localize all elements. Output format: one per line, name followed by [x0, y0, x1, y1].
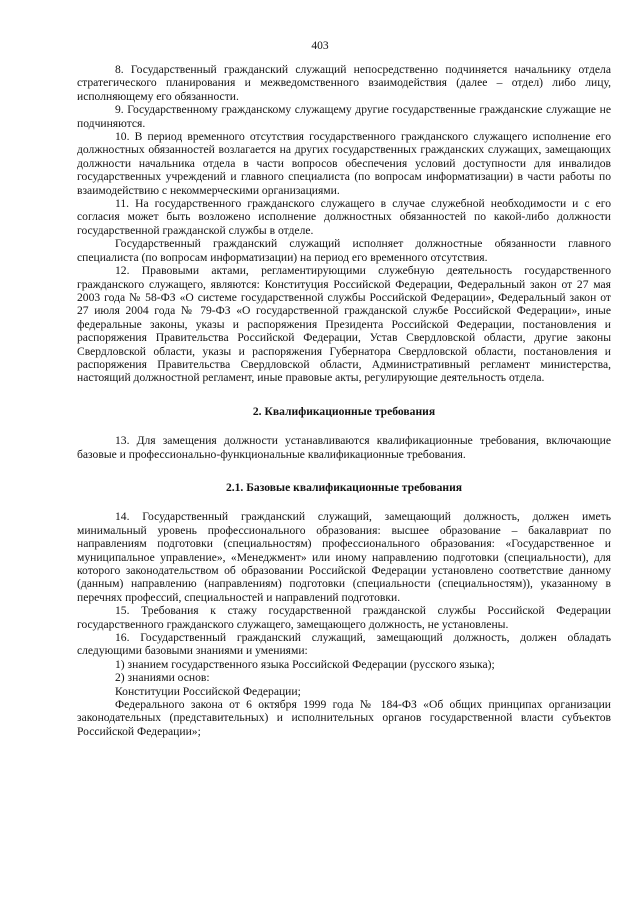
page-number: 403 [311, 40, 329, 52]
paragraph-12: 12. Правовыми актами, регламентирующими служебную деятельность государственного гражданского служащего, являются: Конституция Российской Федерации, Федеральный закон от 27 мая 2003 года № 58-ФЗ «О системе государственной службы Российской Федерации», Федеральный закон от 27 июля 2004 года № 79-ФЗ «О государственной гражданской службе Российской Федерации», иные федеральные законы, указы и распоряжения Президента Российской Федерации, постановления и распоряжения Правительства Российской Федерации, Устав Свердловской области, другие законы Свердловской области, указы и распоряжения Губернатора Свердловской области, постановления и распоряжения Правительства Свердловской области, Административный регламент министерства, настоящий должностной регламент, иные правовые акты, регулирующие деятельность отдела. [77, 264, 611, 385]
paragraph-11-continued: Государственный гражданский служащий исполняет должностные обязанности главного специалиста (по вопросам информатизации) на период его временного отсутствия. [77, 237, 611, 264]
paragraph-9: 9. Государственному гражданскому служащему другие государственные гражданские служащие не подчиняются. [77, 103, 611, 130]
paragraph-11: 11. На государственного гражданского служащего в случае служебной необходимости и с его согласия может быть возложено исполнение должностных обязанностей по какой-либо должности государственной гражданской службы в отделе. [77, 197, 611, 237]
section-2-1-heading: 2.1. Базовые квалификационные требования [225, 480, 463, 494]
paragraph-13: 13. Для замещения должности устанавливаются квалификационные требования, включающие базовые и профессионально-функциональные квалификационные требования. [77, 434, 611, 461]
list-item-federal-law-184: Федерального закона от 6 октября 1999 года № 184-ФЗ «Об общих принципах организации законодательных (представительных) и исполнительных органов государственной власти субъектов Российской Федерации»; [77, 698, 611, 738]
paragraph-10: 10. В период временного отсутствия государственного гражданского служащего исполнение его должностных обязанностей возлагается на других государственных гражданских служащих, замещающих должности начальника отдела в части вопросов обеспечения условий доступности для инвалидов государственных учреждений и главного специалиста (по вопросам информатизации) в части работы по взаимодействию с некоммерческими организациями. [77, 130, 611, 197]
paragraph-16: 16. Государственный гражданский служащий, замещающий должность, должен обладать следующими базовыми знаниями и умениями: [77, 631, 611, 658]
list-item-constitution: Конституции Российской Федерации; [115, 684, 301, 698]
document-body [77, 63, 611, 738]
paragraph-15: 15. Требования к стажу государственной гражданской службы Российской Федерации государственного гражданского служащего, замещающего должность, не установлены. [77, 604, 611, 631]
paragraph-14: 14. Государственный гражданский служащий, замещающий должность, должен иметь минимальный уровень профессионального образования: высшее образование – бакалавриат по направлениям подготовки (специальностям) профессионального образования: «Государственное и муниципальное управление», «Менеджмент» или иному направлению подготовки (специальности), для которого законодательством об образовании Российской Федерации установлено соответствие данному (данным) направлению (направлениям) подготовки (специальности (специальностям)), указанному в перечнях профессий, специальностей и направлений подготовки. [77, 510, 611, 604]
section-2-heading: 2. Квалификационные требования [252, 404, 436, 418]
list-item-2: 2) знаниями основ: [115, 671, 210, 685]
list-item-1: 1) знанием государственного языка Российской Федерации (русского языка); [115, 657, 495, 671]
paragraph-8: 8. Государственный гражданский служащий непосредственно подчиняется начальнику отдела стратегического планирования и межведомственного взаимодействия (далее – отдел) либо лицу, исполняющему его обязанности. [77, 63, 611, 103]
